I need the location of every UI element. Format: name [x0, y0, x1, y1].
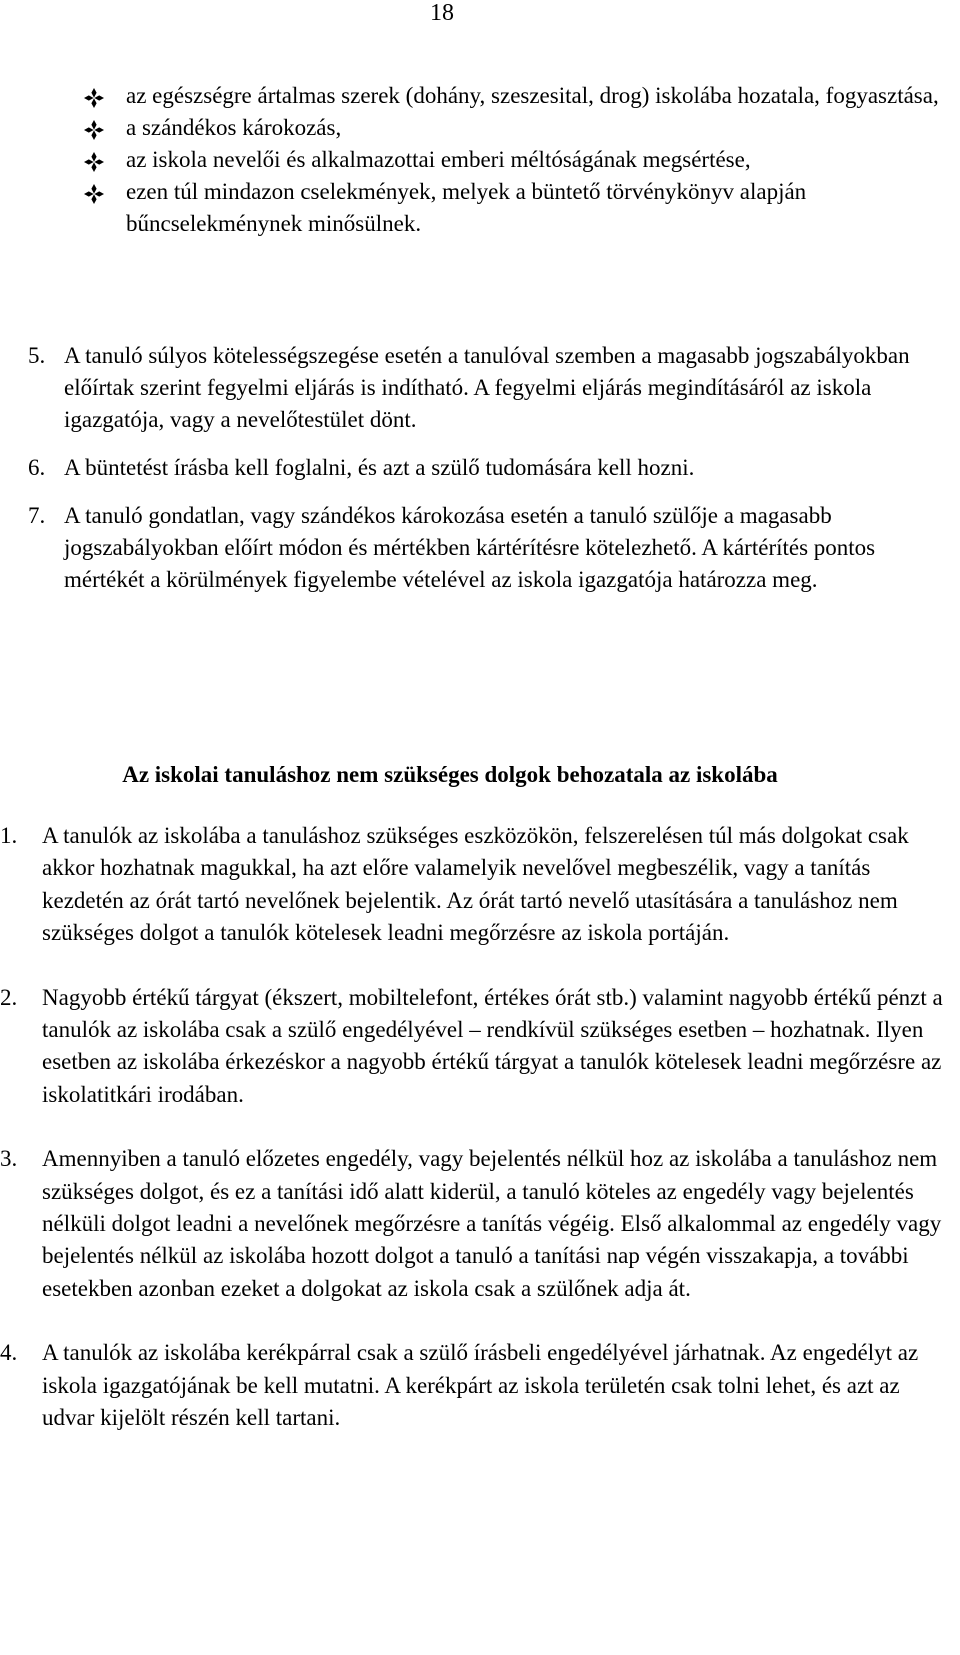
numbered-list-upper [28, 340, 948, 596]
item-text: A tanulók az iskolába kerékpárral csak a szülő írásbeli engedélyével járhatnak. Az engedélyt az iskola igazgatójának be kell mutatni. A kerékpárt az iskola területén csak tolni lehet, és azt az udvar kijelölt részén kell tartani. [42, 1340, 919, 1431]
item-number: 6. [28, 455, 46, 480]
list-item [84, 144, 944, 176]
item-number: 7. [28, 503, 46, 528]
bullet-text: a szándékos károkozás, [126, 115, 342, 140]
item-text: A büntetést írásba kell foglalni, és azt a szülő tudomására kell hozni. [64, 455, 695, 480]
bullet-text: ezen túl mindazon cselekmények, melyek a büntető törvénykönyv alapján bűncselekménynek minősülnek. [126, 179, 807, 236]
bullet-text: az egészségre ártalmas szerek (dohány, szeszesital, drog) iskolába hozatala, fogyasztása, [126, 83, 939, 108]
list-item [28, 500, 948, 596]
bullet-text: az iskola nevelői és alkalmazottai emberi méltóságának megsértése, [126, 147, 751, 172]
list-item [0, 1337, 948, 1434]
list-item [28, 340, 948, 436]
item-text: A tanuló súlyos kötelességszegése esetén a tanulóval szemben a magasabb jogszabályokban előírtak szerint fegyelmi eljárás is indítható. A fegyelmi eljárás megindításáról az iskola igazgatója, vagy a nevelőtestület dönt. [64, 343, 910, 432]
item-text: Nagyobb értékű tárgyat (ékszert, mobiltelefont, értékes órát stb.) valamint nagyobb értékű pénzt a tanulók az iskolába csak a szülő engedélyével – rendkívül szükséges esetben – hozhatnak. Ilyen esetben az iskolába érkezéskor a nagyobb értékű tárgyat a tanulók kötelesek leadni megőrzésre az iskolatitkári irodában. [42, 984, 943, 1107]
numbered-list-lower [0, 820, 948, 1435]
list-item [0, 1143, 948, 1305]
list-item [0, 982, 948, 1112]
item-number: 5. [28, 343, 46, 368]
page-number: 18 [430, 0, 454, 26]
item-text: A tanulók az iskolába a tanuláshoz szükséges eszközökön, felszerelésen túl más dolgokat csak akkor hozhatnak magukkal, ha azt előre valamelyik nevelővel megbeszélik, vagy a tanítás kezdetén az órát tartó nevelőnek bejelentik. Az órát tartó nevelő utasítására a tanuláshoz nem szükséges dolgot a tanulók kötelesek leadni megőrzésre az iskola portáján. [42, 823, 909, 946]
item-number: 1. [0, 823, 18, 848]
list-item [28, 452, 948, 484]
diamond-bullet-icon [84, 152, 104, 172]
bullet-list [84, 80, 944, 240]
list-item [84, 80, 944, 112]
item-number: 3. [0, 1146, 18, 1172]
item-text: Amennyiben a tanuló előzetes engedély, vagy bejelentés nélkül hoz az iskolába a tanuláshoz nem szükséges dolgot, és ez a tanítási idő alatt kiderül, a tanuló köteles az engedély vagy bejelentés nélküli dolgot leadni a nevelőnek megőrzésre a tanítás végéig. Első alkalommal az engedély vagy bejelentés nélkül az iskolába hozott dolgot a tanuló a tanítási nap végén visszakapja, a további esetekben azonban ezeket a dolgokat az iskola csak a szülőnek adja át. [42, 1146, 942, 1301]
list-item [84, 176, 944, 240]
item-number: 2. [0, 984, 18, 1010]
list-item [0, 820, 948, 950]
item-text: A tanuló gondatlan, vagy szándékos károkozása esetén a tanuló szülője a magasabb jogszabályokban előírt módon és mértékben kártérítésre kötelezhető. A kártérítés pontos mértékét a körülmények figyelembe vételével az iskola igazgatója határozza meg. [64, 503, 876, 592]
diamond-bullet-icon [84, 184, 104, 204]
list-item [84, 112, 944, 144]
diamond-bullet-icon [84, 88, 104, 108]
item-number: 4. [0, 1340, 18, 1366]
section-heading: Az iskolai tanuláshoz nem szükséges dolgok behozatala az iskolába [122, 762, 778, 787]
diamond-bullet-icon [84, 120, 104, 140]
